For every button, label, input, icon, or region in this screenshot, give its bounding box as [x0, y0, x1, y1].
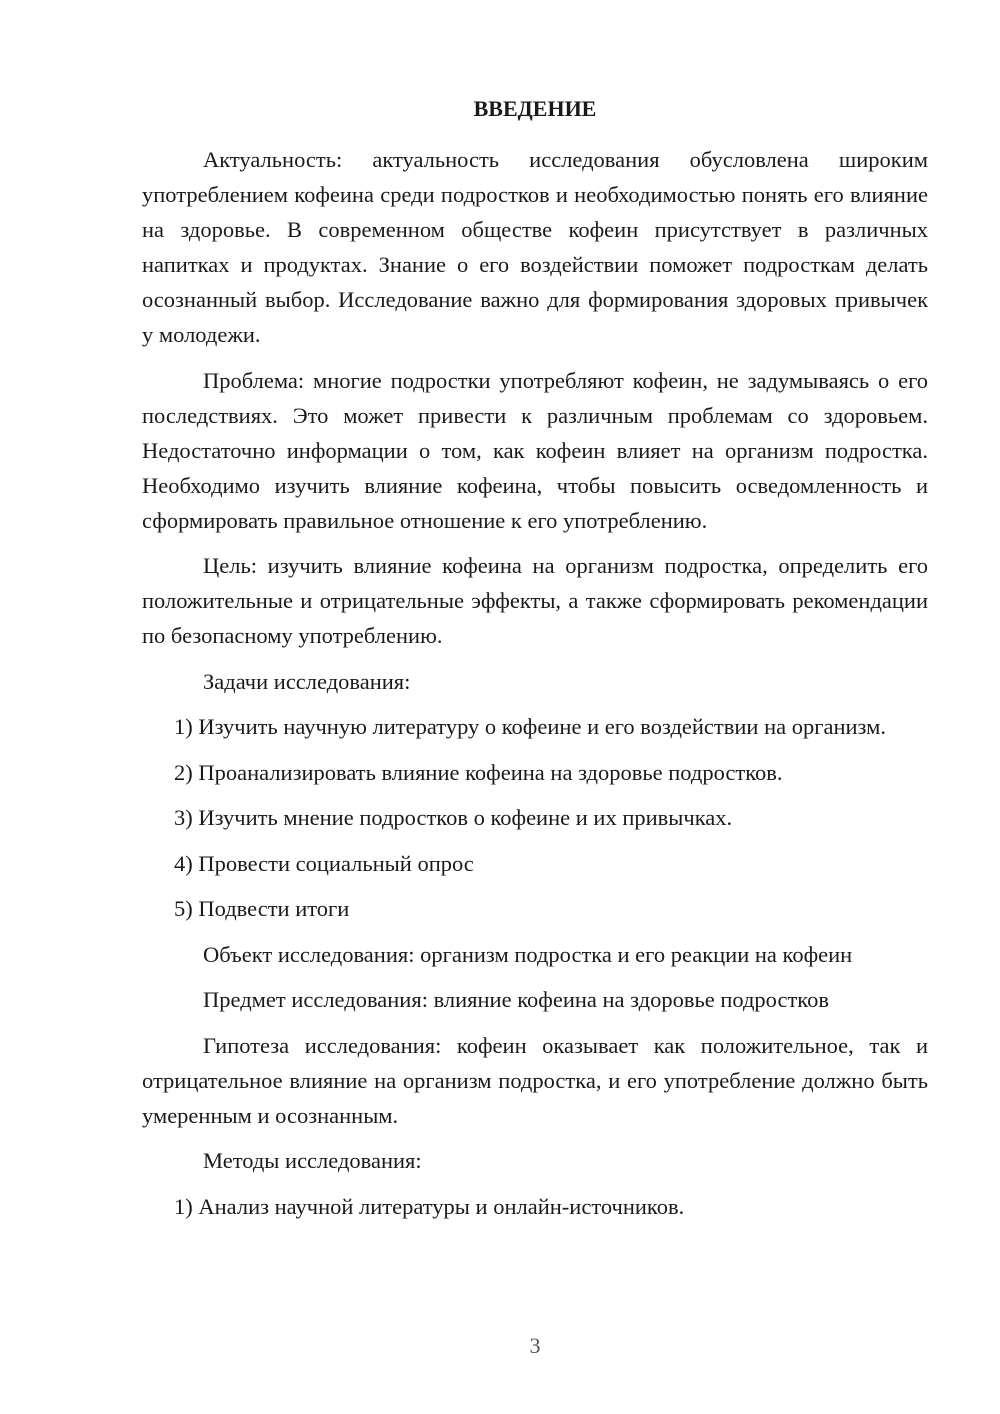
paragraph-problem: Проблема: многие подростки употребляют кофеин, не задумываясь о его последствиях. Это может привести к различным проблемам со здоровьем. Недостаточно информации о том, как кофеин влияет на организм подростка. Необходимо изучить влияние кофеина, чтобы повысить осведомленность и сформировать правильное отношение к его употреблению.	[142, 367, 928, 533]
paragraph-subject: Предмет исследования: влияние кофеина на здоровье подростков	[203, 987, 829, 1012]
list-item: 2) Проанализировать влияние кофеина на здоровье подростков.	[174, 759, 783, 785]
list-item: 1) Изучить научную литературу о кофеине и его воздействии на организм.	[174, 714, 886, 739]
list-item: 5) Подвести итоги	[174, 896, 350, 921]
paragraph-object: Объект исследования: организм подростка и его реакции на кофеин	[203, 941, 853, 967]
page-number: 3	[529, 1333, 541, 1358]
list-item: 4) Провести социальный опрос	[174, 850, 474, 876]
list-item: 3) Изучить мнение подростков о кофеине и их привычках.	[174, 805, 733, 830]
list-item: 1) Анализ научной литературы и онлайн-источников.	[174, 1193, 685, 1219]
paragraph-goal: Цель: изучить влияние кофеина на организм подростка, определить его положительные и отрицательные эффекты, а также сформировать рекомендации по безопасному употреблению.	[142, 553, 928, 648]
document-body	[142, 142, 928, 1224]
page-title: ВВЕДЕНИЕ	[473, 96, 597, 121]
paragraph-relevance: Актуальность: актуальность исследования обусловлена широким употреблением кофеина среди подростков и необходимостью понять его влияние на здоровье. В современном обществе кофеин присутствует в различных напитках и продуктах. Знание о его воздействии поможет подросткам делать осознанный выбор. Исследование важно для формирования здоровых привычек у молодежи.	[142, 147, 928, 347]
tasks-heading: Задачи исследования:	[203, 668, 411, 694]
paragraph-hypothesis: Гипотеза исследования: кофеин оказывает как положительное, так и отрицательное влияние на организм подростка, и его употребление должно быть умеренным и осознанным.	[142, 1032, 928, 1128]
methods-heading: Методы исследования:	[203, 1148, 422, 1173]
